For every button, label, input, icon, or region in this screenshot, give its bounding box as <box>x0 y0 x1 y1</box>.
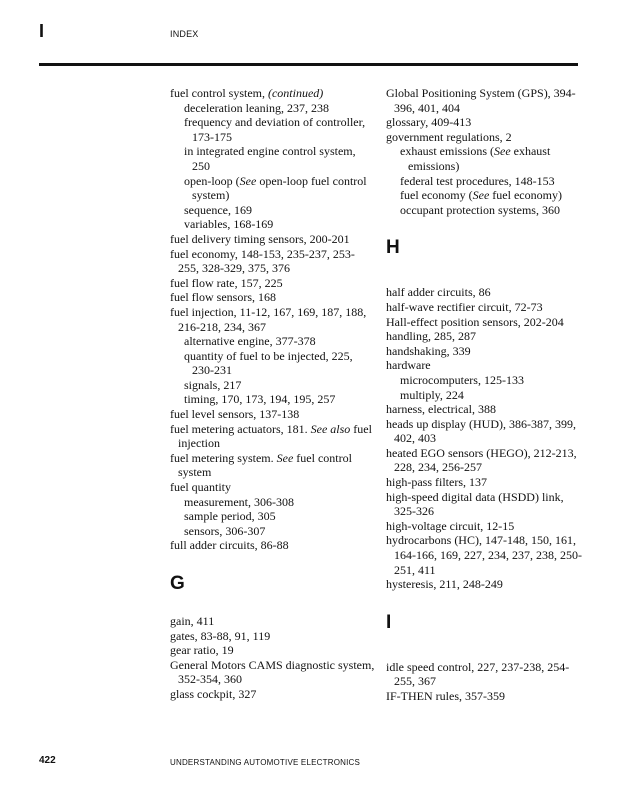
header-rule <box>39 63 578 66</box>
index-subentry: quantity of fuel to be injected, 225, 230-231 <box>184 348 353 378</box>
index-entry: half-wave rectifier circuit, 72-73 <box>386 299 543 314</box>
footer-book-title: UNDERSTANDING AUTOMOTIVE ELECTRONICS <box>170 758 361 767</box>
index-entry: Hall-effect position sensors, 202-204 <box>386 314 564 329</box>
index-subentry: variables, 168-169 <box>184 217 274 232</box>
index-entry: heads up display (HUD), 386-387, 399, 402, 403 <box>386 416 576 446</box>
index-entry: idle speed control, 227, 237-238, 254-255, 367 <box>386 659 570 689</box>
index-entry: hysteresis, 211, 248-249 <box>386 577 503 592</box>
header-section-letter: I <box>39 21 45 41</box>
index-entry: fuel control system, (continued) <box>170 86 324 100</box>
index-subentry: exhaust emissions (See exhaust emissions) <box>400 144 551 173</box>
index-subentry: microcomputers, 125-133 <box>400 372 524 387</box>
index-subentry: timing, 170, 173, 194, 195, 257 <box>184 392 336 407</box>
index-entry: fuel flow rate, 157, 225 <box>170 275 283 290</box>
index-entry: handling, 285, 287 <box>386 329 476 344</box>
index-subentry: in integrated engine control system, 250 <box>184 144 356 173</box>
index-subentry: sample period, 305 <box>184 509 276 524</box>
index-entry: high-pass filters, 137 <box>386 475 487 490</box>
index-entry: gates, 83-88, 91, 119 <box>170 628 271 643</box>
index-entry: harness, electrical, 388 <box>386 402 496 417</box>
index-subentry: multiply, 224 <box>400 387 464 402</box>
index-subentry: deceleration leaning, 237, 238 <box>184 100 329 115</box>
page-number: 422 <box>39 755 56 766</box>
index-entry: heated EGO sensors (HEGO), 212-213, 228, 234, 256-257 <box>386 445 577 475</box>
index-entry: full adder circuits, 86-88 <box>170 538 289 553</box>
index-entry: General Motors CAMS diagnostic system, 352-354, 360 <box>170 657 375 687</box>
index-subentry: occupant protection systems, 360 <box>400 202 560 217</box>
index-entry: fuel injection, 11-12, 167, 169, 187, 188, 216-218, 234, 367 <box>170 304 367 334</box>
index-entry: fuel level sensors, 137-138 <box>170 407 300 422</box>
index-entry: hydrocarbons (HC), 147-148, 150, 161, 164-166, 169, 227, 234, 237, 238, 250-251, 411 <box>386 533 582 577</box>
section-letter-h: H <box>386 237 400 259</box>
section-letter-i: I <box>386 611 392 633</box>
index-subentry: sequence, 169 <box>184 202 252 217</box>
index-subentry: fuel economy (See fuel economy) <box>400 188 562 203</box>
index-entry: fuel economy, 148-153, 235-237, 253-255, 328-329, 375, 376 <box>170 246 355 276</box>
index-subentry: measurement, 306-308 <box>184 494 294 509</box>
index-entry: glass cockpit, 327 <box>170 686 257 701</box>
index-entry: glossary, 409-413 <box>386 115 472 130</box>
index-entry: fuel delivery timing sensors, 200-201 <box>170 231 350 246</box>
index-subentry: signals, 217 <box>184 377 242 392</box>
index-subentry: frequency and deviation of controller, 173-175 <box>184 115 366 144</box>
index-entry: handshaking, 339 <box>386 343 471 358</box>
index-column-right <box>386 86 582 704</box>
index-subentry: alternative engine, 377-378 <box>184 334 316 349</box>
index-entry: IF-THEN rules, 357-359 <box>386 689 505 703</box>
index-entry: high-voltage circuit, 12-15 <box>386 518 515 533</box>
index-entry: fuel flow sensors, 168 <box>170 290 276 305</box>
index-entry: gain, 411 <box>170 614 215 628</box>
index-subentry: federal test procedures, 148-153 <box>400 173 555 188</box>
index-entry: gear ratio, 19 <box>170 643 234 658</box>
index-entry: fuel metering system. See fuel control system <box>170 450 352 480</box>
section-letter-g: G <box>170 573 185 594</box>
index-entry: fuel metering actuators, 181. See also fuel injection <box>170 421 372 451</box>
index-entry: half adder circuits, 86 <box>386 285 491 300</box>
index-column-left <box>170 86 375 702</box>
header-label: INDEX <box>170 29 199 39</box>
index-subentry: open-loop (See open-loop fuel control system) <box>184 173 367 203</box>
index-entry: hardware <box>386 358 431 373</box>
index-entry: Global Positioning System (GPS), 394-396, 401, 404 <box>386 86 576 115</box>
index-entry: fuel quantity <box>170 480 231 495</box>
index-entry: high-speed digital data (HSDD) link, 325-326 <box>386 489 564 519</box>
index-subentry: sensors, 306-307 <box>184 523 266 538</box>
index-entry: government regulations, 2 <box>386 129 512 144</box>
